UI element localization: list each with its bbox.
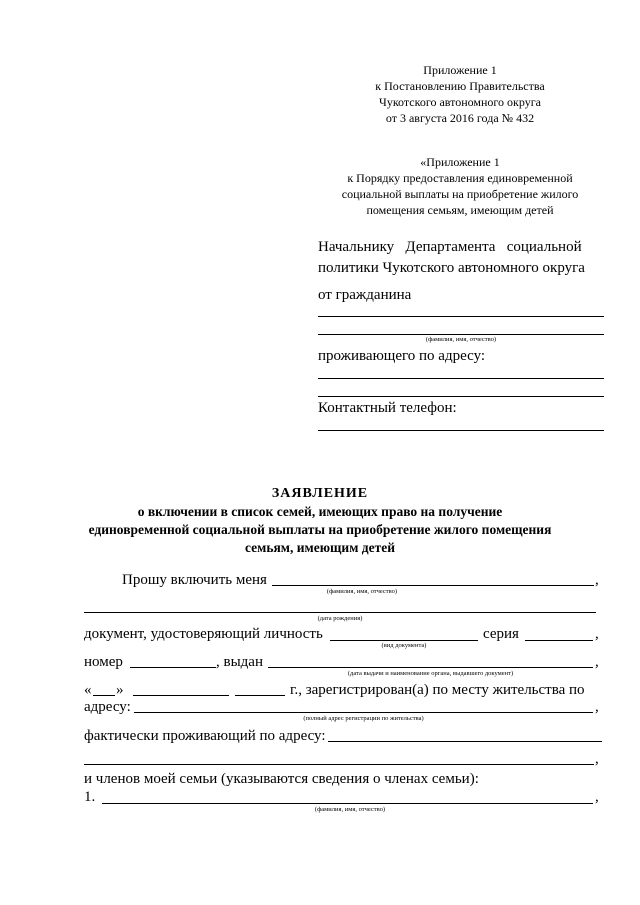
appendix-2-line: к Порядку предоставления единовременной	[347, 171, 573, 185]
series-label: серия	[483, 626, 519, 642]
comma: ,	[595, 751, 599, 767]
residing-address-label: проживающего по адресу:	[318, 348, 486, 364]
addressee-line-2: политики Чукотского автономного округа	[318, 260, 585, 276]
id-document-label: документ, удостоверяющий личность	[84, 626, 323, 642]
issued-label: , выдан	[216, 654, 263, 670]
form-subtitle-line-1: о включении в список семей, имеющих право на получение	[137, 504, 503, 519]
family-item-number: 1.	[84, 789, 96, 805]
applicant-name-field[interactable]	[272, 585, 594, 586]
comma: ,	[595, 699, 599, 715]
appendix-2-line: «Приложение 1	[420, 155, 500, 169]
birth-date-field[interactable]	[84, 612, 596, 613]
year-field[interactable]	[235, 695, 285, 696]
id-series-field[interactable]	[525, 640, 593, 641]
citizen-name-line-2[interactable]	[318, 334, 604, 335]
comma: ,	[595, 626, 599, 642]
comma: ,	[595, 654, 599, 670]
applicant-name-caption: (фамилия, имя, отчество)	[326, 588, 398, 595]
citizen-name-caption: (фамилия, имя, отчество)	[425, 336, 497, 343]
appendix-2-line: помещения семьям, имеющим детей	[366, 203, 554, 217]
addressee-line-1: Начальнику Департамента социальной	[318, 239, 582, 255]
request-label: Прошу включить меня	[122, 572, 267, 588]
issued-by-caption: (дата выдачи и наименование органа, выдавшего документ)	[347, 670, 514, 677]
address-label: адресу:	[84, 699, 131, 715]
phone-line[interactable]	[318, 430, 604, 431]
registration-address-field[interactable]	[134, 712, 593, 713]
family-member-1-caption: (фамилия, имя, отчество)	[314, 806, 386, 813]
registration-address-caption: (полный адрес регистрации по жительства)	[303, 715, 424, 722]
issued-by-field[interactable]	[268, 667, 593, 668]
appendix-1-line: Приложение 1	[423, 63, 497, 77]
family-member-1-field[interactable]	[102, 803, 593, 804]
appendix-1-line: от 3 августа 2016 года № 432	[385, 111, 535, 125]
actual-address-field-2[interactable]	[84, 764, 594, 765]
appendix-1-line: Чукотского автономного округа	[379, 95, 541, 109]
residing-address-line-1[interactable]	[318, 378, 604, 379]
date-quote-close: »	[116, 682, 124, 698]
month-field[interactable]	[133, 695, 229, 696]
phone-label: Контактный телефон:	[318, 400, 457, 416]
form-subtitle-line-2: единовременной социальной выплаты на приобретение жилого помещения	[88, 522, 552, 537]
citizen-name-line-1[interactable]	[318, 316, 604, 317]
family-members-label: и членов моей семьи (указываются сведения о членах семьи):	[84, 771, 479, 787]
actual-address-label: фактически проживающий по адресу:	[84, 728, 326, 744]
comma: ,	[595, 789, 599, 805]
appendix-2-header	[315, 154, 605, 218]
appendix-2-line: социальной выплаты на приобретение жилого	[341, 187, 579, 201]
residing-address-line-2[interactable]	[318, 396, 604, 397]
form-subtitle-line-3: семьям, имеющим детей	[245, 540, 395, 555]
comma: ,	[595, 572, 599, 588]
registered-label: г., зарегистрирован(а) по месту жительства по	[290, 682, 585, 698]
actual-address-field-1[interactable]	[328, 741, 602, 742]
appendix-1-header	[330, 62, 590, 126]
form-title: ЗАЯВЛЕНИЕ	[271, 486, 369, 501]
from-citizen-label: от гражданина	[318, 287, 412, 303]
id-document-type-caption: (вид документа)	[381, 642, 427, 649]
birth-date-caption: (дата рождения)	[317, 615, 363, 622]
date-quote-open: «	[84, 682, 92, 698]
appendix-1-line: к Постановлению Правительства	[375, 79, 545, 93]
id-document-type-field[interactable]	[330, 640, 478, 641]
day-field[interactable]	[93, 695, 115, 696]
number-label: номер	[84, 654, 123, 670]
id-number-field[interactable]	[130, 667, 216, 668]
